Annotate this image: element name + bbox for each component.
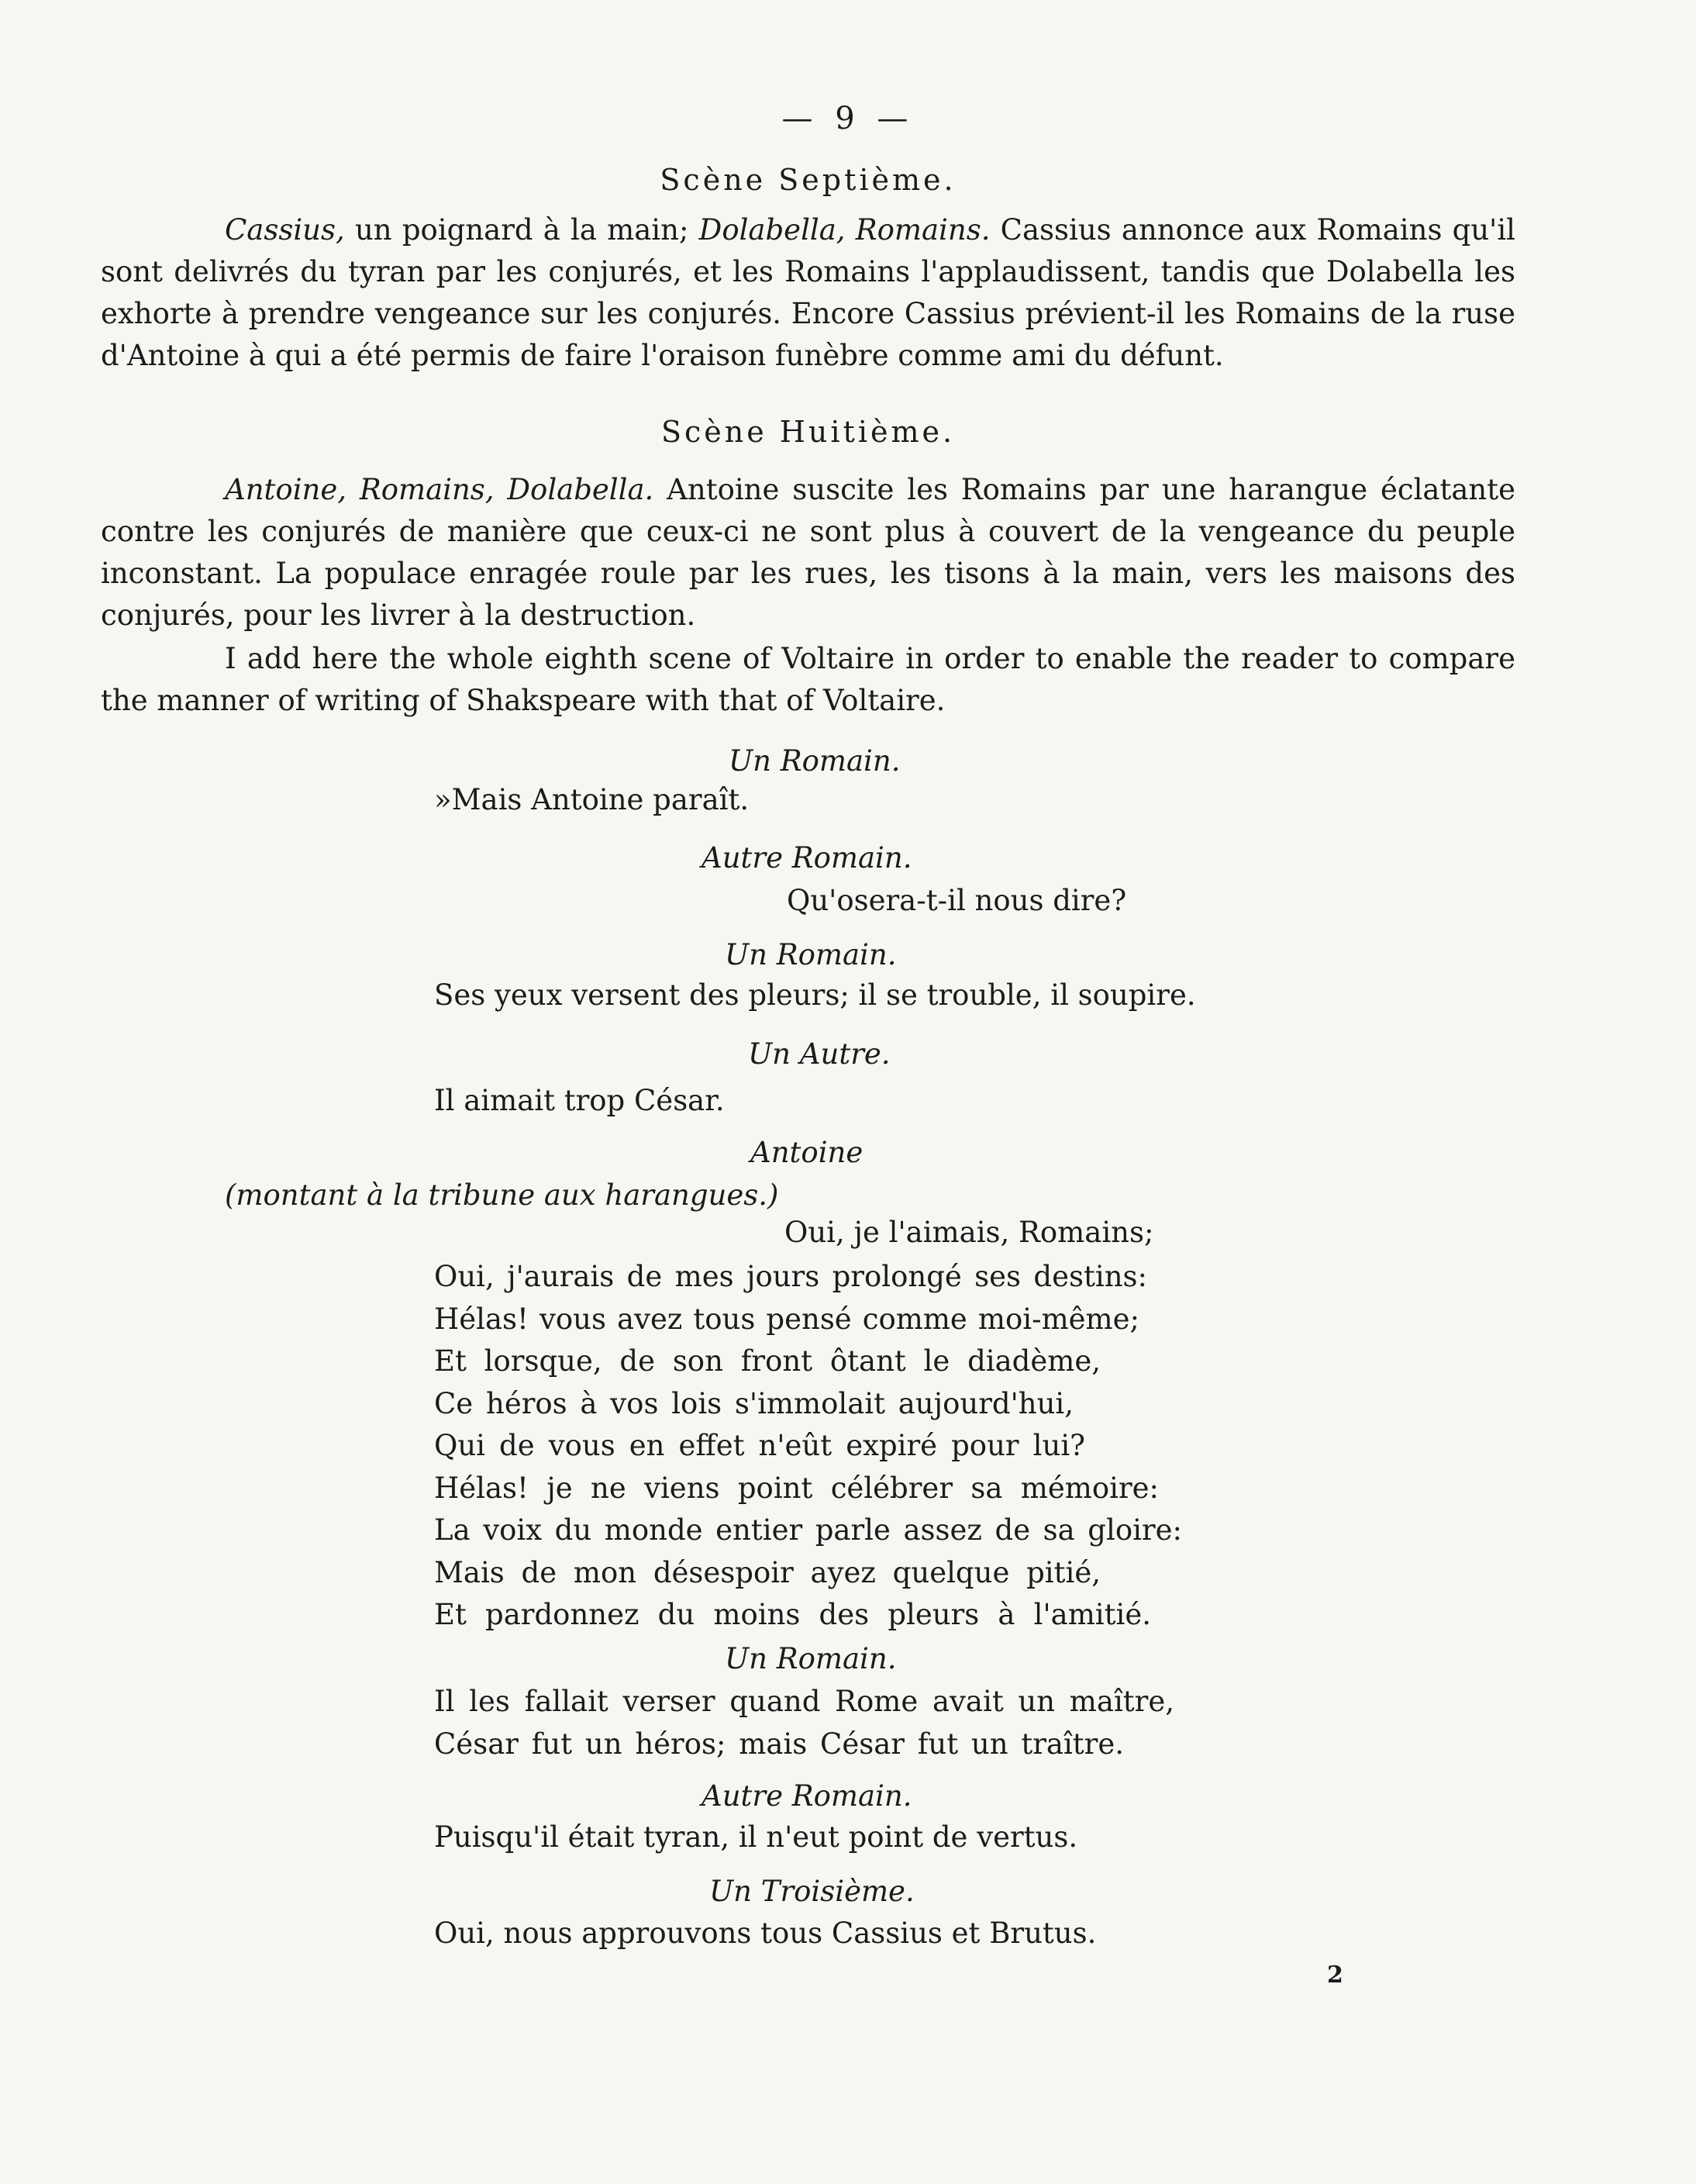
scene-7-body: Cassius annonce aux Romains qu'il sont delivrés du tyran par les conjurés, et les Romains l'applaudissent, tandis que Dolabella les exhorte à prendre vengeance sur les conjurés. Encore Cassius prévient-il les Romains de la ruse d'Antoine à qui a été permis de faire l'oraison funèbre comme ami du défunt.	[101, 213, 1515, 372]
verse-line: Hélas! vous avez tous pensé comme moi-même;	[434, 1302, 1139, 1336]
speaker-un-romain: Un Romain.	[729, 744, 901, 778]
scene-8-body: Antoine suscite les Romains par une harangue éclatante contre les conjurés de manière que ceux-ci ne sont plus à couvert de la vengeance du peuple inconstant. La populace enragée roule par les rues, les tisons à la main, vers les maisons des conjurés, pour les livrer à la destruction.	[101, 473, 1516, 632]
stage-direction: (montant à la tribune aux harangues.)	[225, 1178, 779, 1212]
dialogue-line-5: Oui, je l'aimais, Romains;	[784, 1216, 1154, 1249]
page-number: — 9 —	[781, 101, 915, 136]
verse-line: La voix du monde entier parle assez de sa gloire:	[434, 1513, 1182, 1547]
dialogue-line-7: Puisqu'il était tyran, il n'eut point de vertus.	[434, 1820, 1078, 1854]
verse-line: Ce héros à vos lois s'immolait aujourd'hui,	[434, 1386, 1074, 1420]
dialogue-line-3: Ses yeux versent des pleurs; il se trouble, il soupire.	[434, 978, 1196, 1012]
verse-block-2	[434, 1681, 1186, 1765]
dialogue-line-1: »Mais Antoine paraît.	[434, 783, 750, 816]
verse-line: Mais de mon désespoir ayez quelque pitié,	[434, 1555, 1101, 1589]
scene-7-characters-2: Dolabella, Romains.	[698, 213, 991, 247]
verse-line: Et pardonnez du moins des pleurs à l'amitié.	[434, 1598, 1151, 1631]
verse-line: César fut un héros; mais César fut un traître.	[434, 1727, 1124, 1761]
speaker-un-romain-3: Un Romain.	[725, 1642, 897, 1675]
verse-line: Il les fallait verser quand Rome avait un maître,	[434, 1685, 1174, 1718]
verse-line: Et lorsque, de son front ôtant le diadème,	[434, 1344, 1101, 1378]
verse-line: Qui de vous en effet n'eût expiré pour lui?	[434, 1429, 1085, 1462]
dialogue-line-2: Qu'osera-t-il nous dire?	[787, 884, 1127, 917]
verse-block-1	[434, 1256, 1186, 1637]
scene-8-paragraph	[101, 469, 1515, 637]
intro-paragraph: I add here the whole eighth scene of Voltaire in order to enable the reader to compare the manner of writing of Shakspeare with that of Voltaire.	[101, 642, 1515, 717]
speaker-un-romain-2: Un Romain.	[725, 938, 897, 971]
scene-7-text-1: un poignard à la main;	[344, 213, 699, 247]
verse-line: Oui, j'aurais de mes jours prolongé ses destins:	[434, 1260, 1147, 1293]
speaker-autre-romain: Autre Romain.	[701, 841, 912, 875]
speaker-antoine: Antoine	[750, 1136, 864, 1169]
verse-line: Hélas! je ne viens point célébrer sa mémoire:	[434, 1471, 1159, 1505]
scene-8-heading: Scène Huitième.	[660, 415, 956, 449]
signature-mark: 2	[1327, 1961, 1343, 1989]
scene-7-characters-1: Cassius,	[225, 213, 345, 247]
speaker-autre-romain-2: Autre Romain.	[701, 1779, 912, 1813]
speaker-un-autre: Un Autre.	[748, 1037, 891, 1071]
dialogue-line-4: Il aimait trop César.	[434, 1084, 725, 1117]
scene-7-paragraph	[101, 209, 1515, 377]
dialogue-line-8: Oui, nous approuvons tous Cassius et Brutus.	[434, 1917, 1097, 1950]
scene-8-characters: Antoine, Romains, Dolabella.	[225, 473, 654, 506]
speaker-un-troisieme: Un Troisième.	[709, 1875, 915, 1908]
scene-7-heading: Scène Septième.	[660, 163, 957, 197]
